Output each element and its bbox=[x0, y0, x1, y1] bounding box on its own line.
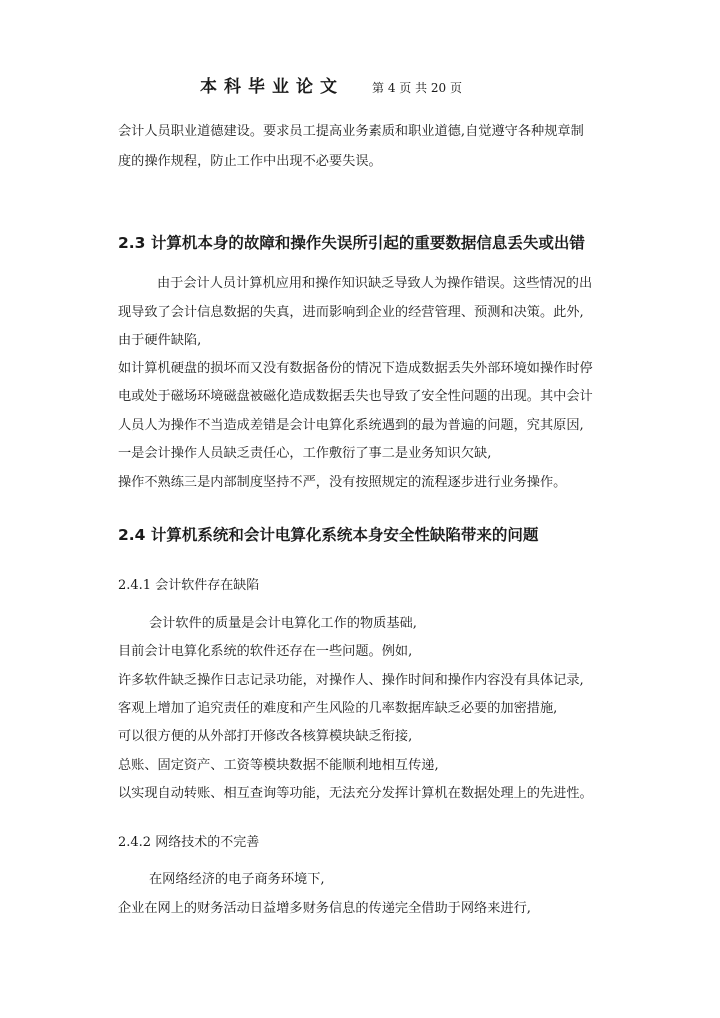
paragraph-line: 现导致了会计信息数据的失真，进而影响到企业的经营管理、预测和决策。此外, bbox=[118, 305, 584, 320]
paragraph-line: 由于硬件缺陷, bbox=[118, 333, 202, 348]
paragraph-line: 企业在网上的财务活动日益增多财务信息的传递完全借助于网络来进行, bbox=[118, 901, 532, 916]
thesis-title: 本科毕业论文 bbox=[200, 77, 344, 97]
section-heading-2-4: 2.4 计算机系统和会计电算化系统本身安全性缺陷带来的问题 bbox=[118, 526, 539, 544]
paragraph-line: 可以很方便的从外部打开修改各核算模块缺乏衔接, bbox=[118, 729, 413, 744]
paragraph-line: 如计算机硬盘的损坏而又没有数据备份的情况下造成数据丢失外部环境如操作时停 bbox=[118, 361, 593, 376]
subsection-heading-2-4-1: 2.4.1 会计软件存在缺陷 bbox=[118, 578, 260, 593]
page-header bbox=[0, 76, 720, 100]
paragraph-line: 目前会计电算化系统的软件还存在一些问题。例如, bbox=[118, 644, 413, 659]
section-heading-2-3: 2.3 计算机本身的故障和操作失误所引起的重要数据信息丢失或出错 bbox=[118, 234, 585, 252]
paragraph-line: 总账、固定资产、工资等模块数据不能顺利地相互传递, bbox=[118, 758, 439, 773]
paragraph-line: 操作不熟练三是内部制度坚持不严，没有按照规定的流程逐步进行业务操作。 bbox=[118, 475, 567, 490]
page-number: 第 4 页 共 20 页 bbox=[372, 81, 462, 95]
paragraph-line: 许多软件缺乏操作日志记录功能，对操作人、操作时间和操作内容没有具体记录, bbox=[118, 673, 584, 688]
paragraph-line: 客观上增加了追究责任的难度和产生风险的几率数据库缺乏必要的加密措施, bbox=[118, 701, 558, 716]
paragraph-line: 度的操作规程，防止工作中出现不必要失误。 bbox=[118, 154, 382, 169]
paragraph-line: 由于会计人员计算机应用和操作知识缺乏导致人为操作错误。这些情况的出 bbox=[157, 276, 593, 291]
paragraph-line: 在网络经济的电子商务环境下, bbox=[149, 872, 325, 887]
paragraph-line: 会计人员职业道德建设。要求员工提高业务素质和职业道德,自觉遵守各种规章制 bbox=[118, 124, 584, 139]
paragraph-line: 会计软件的质量是会计电算化工作的物质基础, bbox=[149, 616, 417, 631]
paragraph-line: 一是会计操作人员缺乏责任心，工作敷衍了事二是业务知识欠缺, bbox=[118, 446, 492, 461]
paragraph-line: 以实现自动转账、相互查询等功能，无法充分发挥计算机在数据处理上的先进性。 bbox=[118, 786, 593, 801]
subsection-heading-2-4-2: 2.4.2 网络技术的不完善 bbox=[118, 835, 260, 850]
paragraph-line: 电或处于磁场环境磁盘被磁化造成数据丢失也导致了安全性问题的出现。其中会计 bbox=[118, 389, 593, 404]
paragraph-line: 人员人为操作不当造成差错是会计电算化系统遇到的最为普遍的问题，究其原因, bbox=[118, 418, 584, 433]
